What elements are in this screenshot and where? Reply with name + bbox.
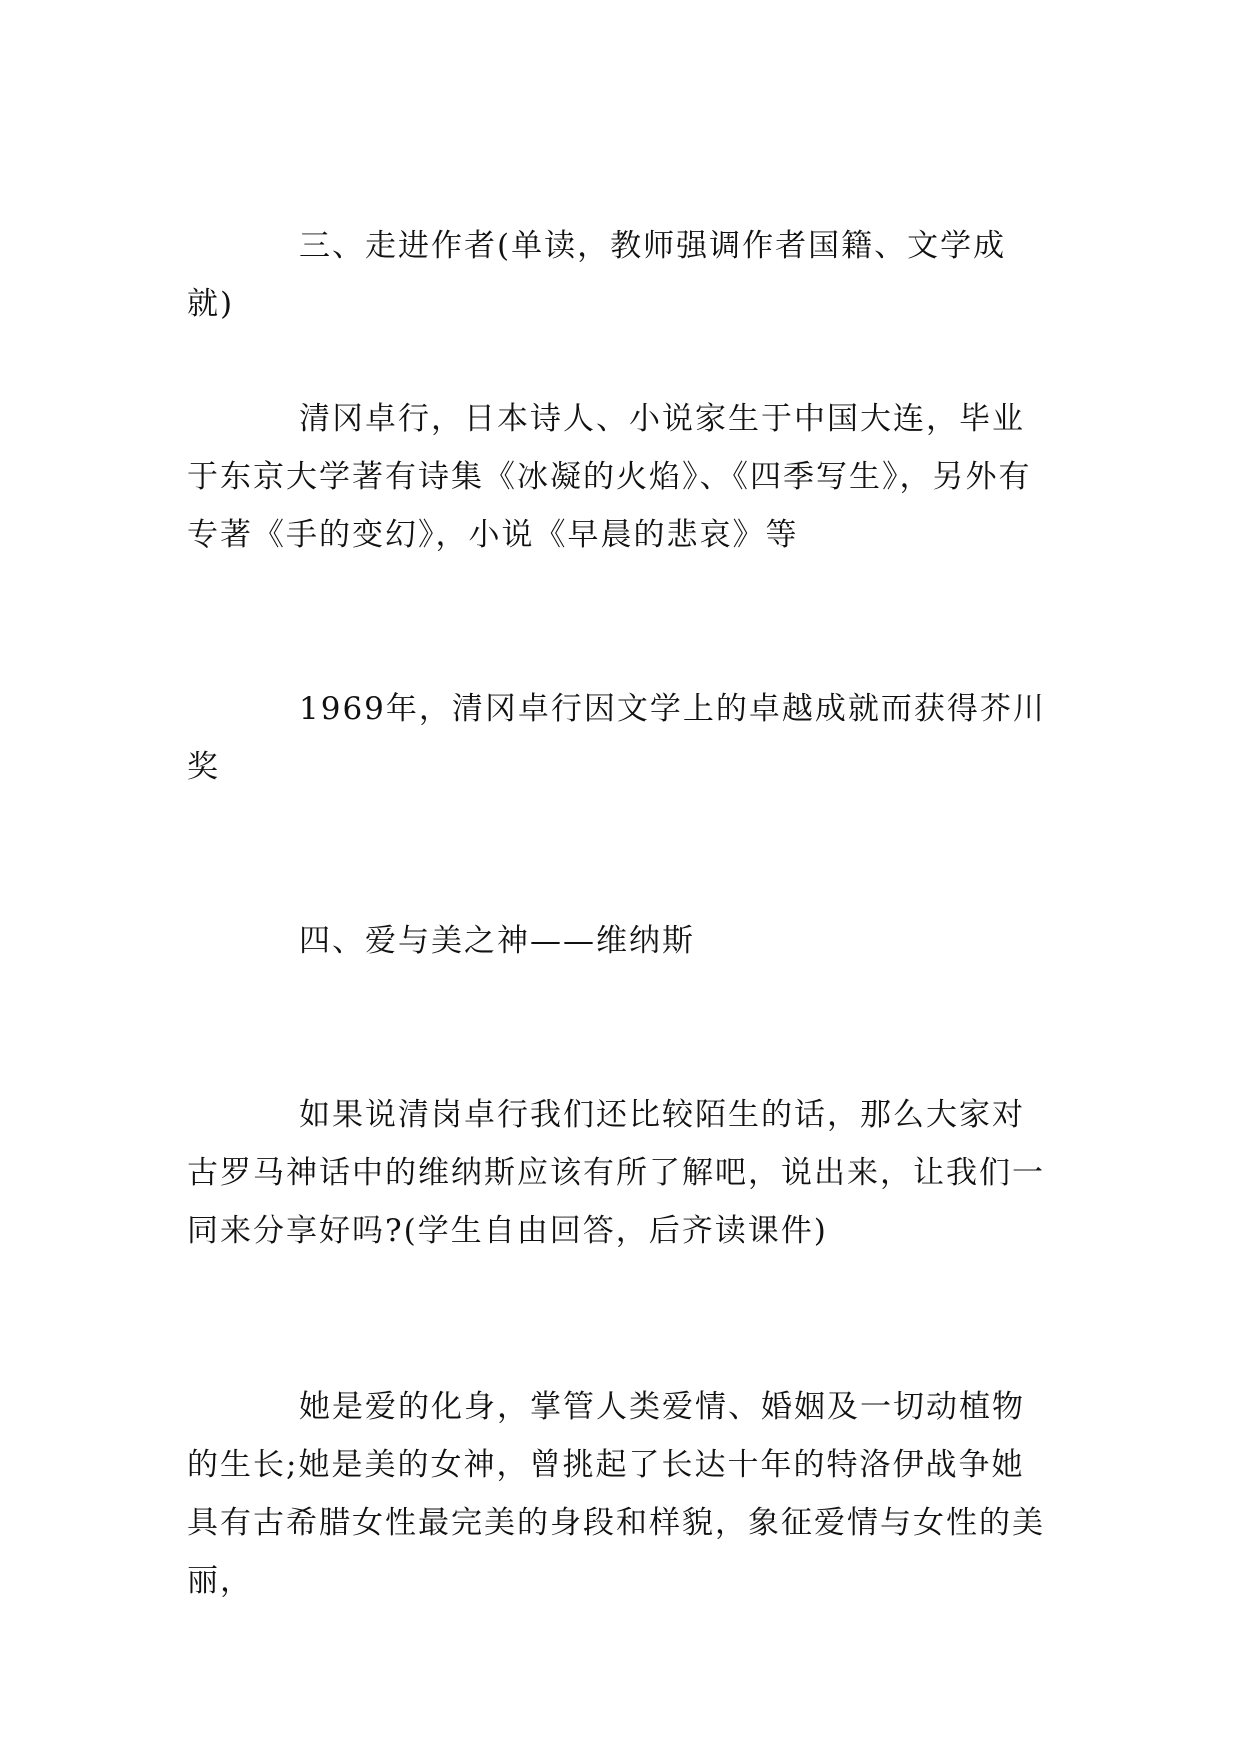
paragraph-author-bio: 清冈卓行，日本诗人、小说家生于中国大连，毕业于东京大学著有诗集《冰凝的火焰》、《四季写生》，另外有专著《手的变幻》，小说《早晨的悲哀》等: [187, 401, 1032, 553]
section-heading-author: 三、走进作者(单读，教师强调作者国籍、文学成就): [187, 228, 1007, 322]
section-heading-venus: 四、爱与美之神——维纳斯: [299, 923, 695, 959]
paragraph-venus-description: 她是爱的化身，掌管人类爱情、婚姻及一切动植物的生长;她是美的女神，曾挑起了长达十年的特洛伊战争她具有古希腊女性最完美的身段和样貌，象征爱情与女性的美丽，: [187, 1389, 1045, 1599]
paragraph-venus-intro: 如果说清岗卓行我们还比较陌生的话，那么大家对古罗马神话中的维纳斯应该有所了解吧，说出来，让我们一同来分享好吗?(学生自由回答，后齐读课件): [187, 1097, 1045, 1249]
paragraph-award: 1969年，清冈卓行因文学上的卓越成就而获得芥川奖: [187, 691, 1046, 785]
